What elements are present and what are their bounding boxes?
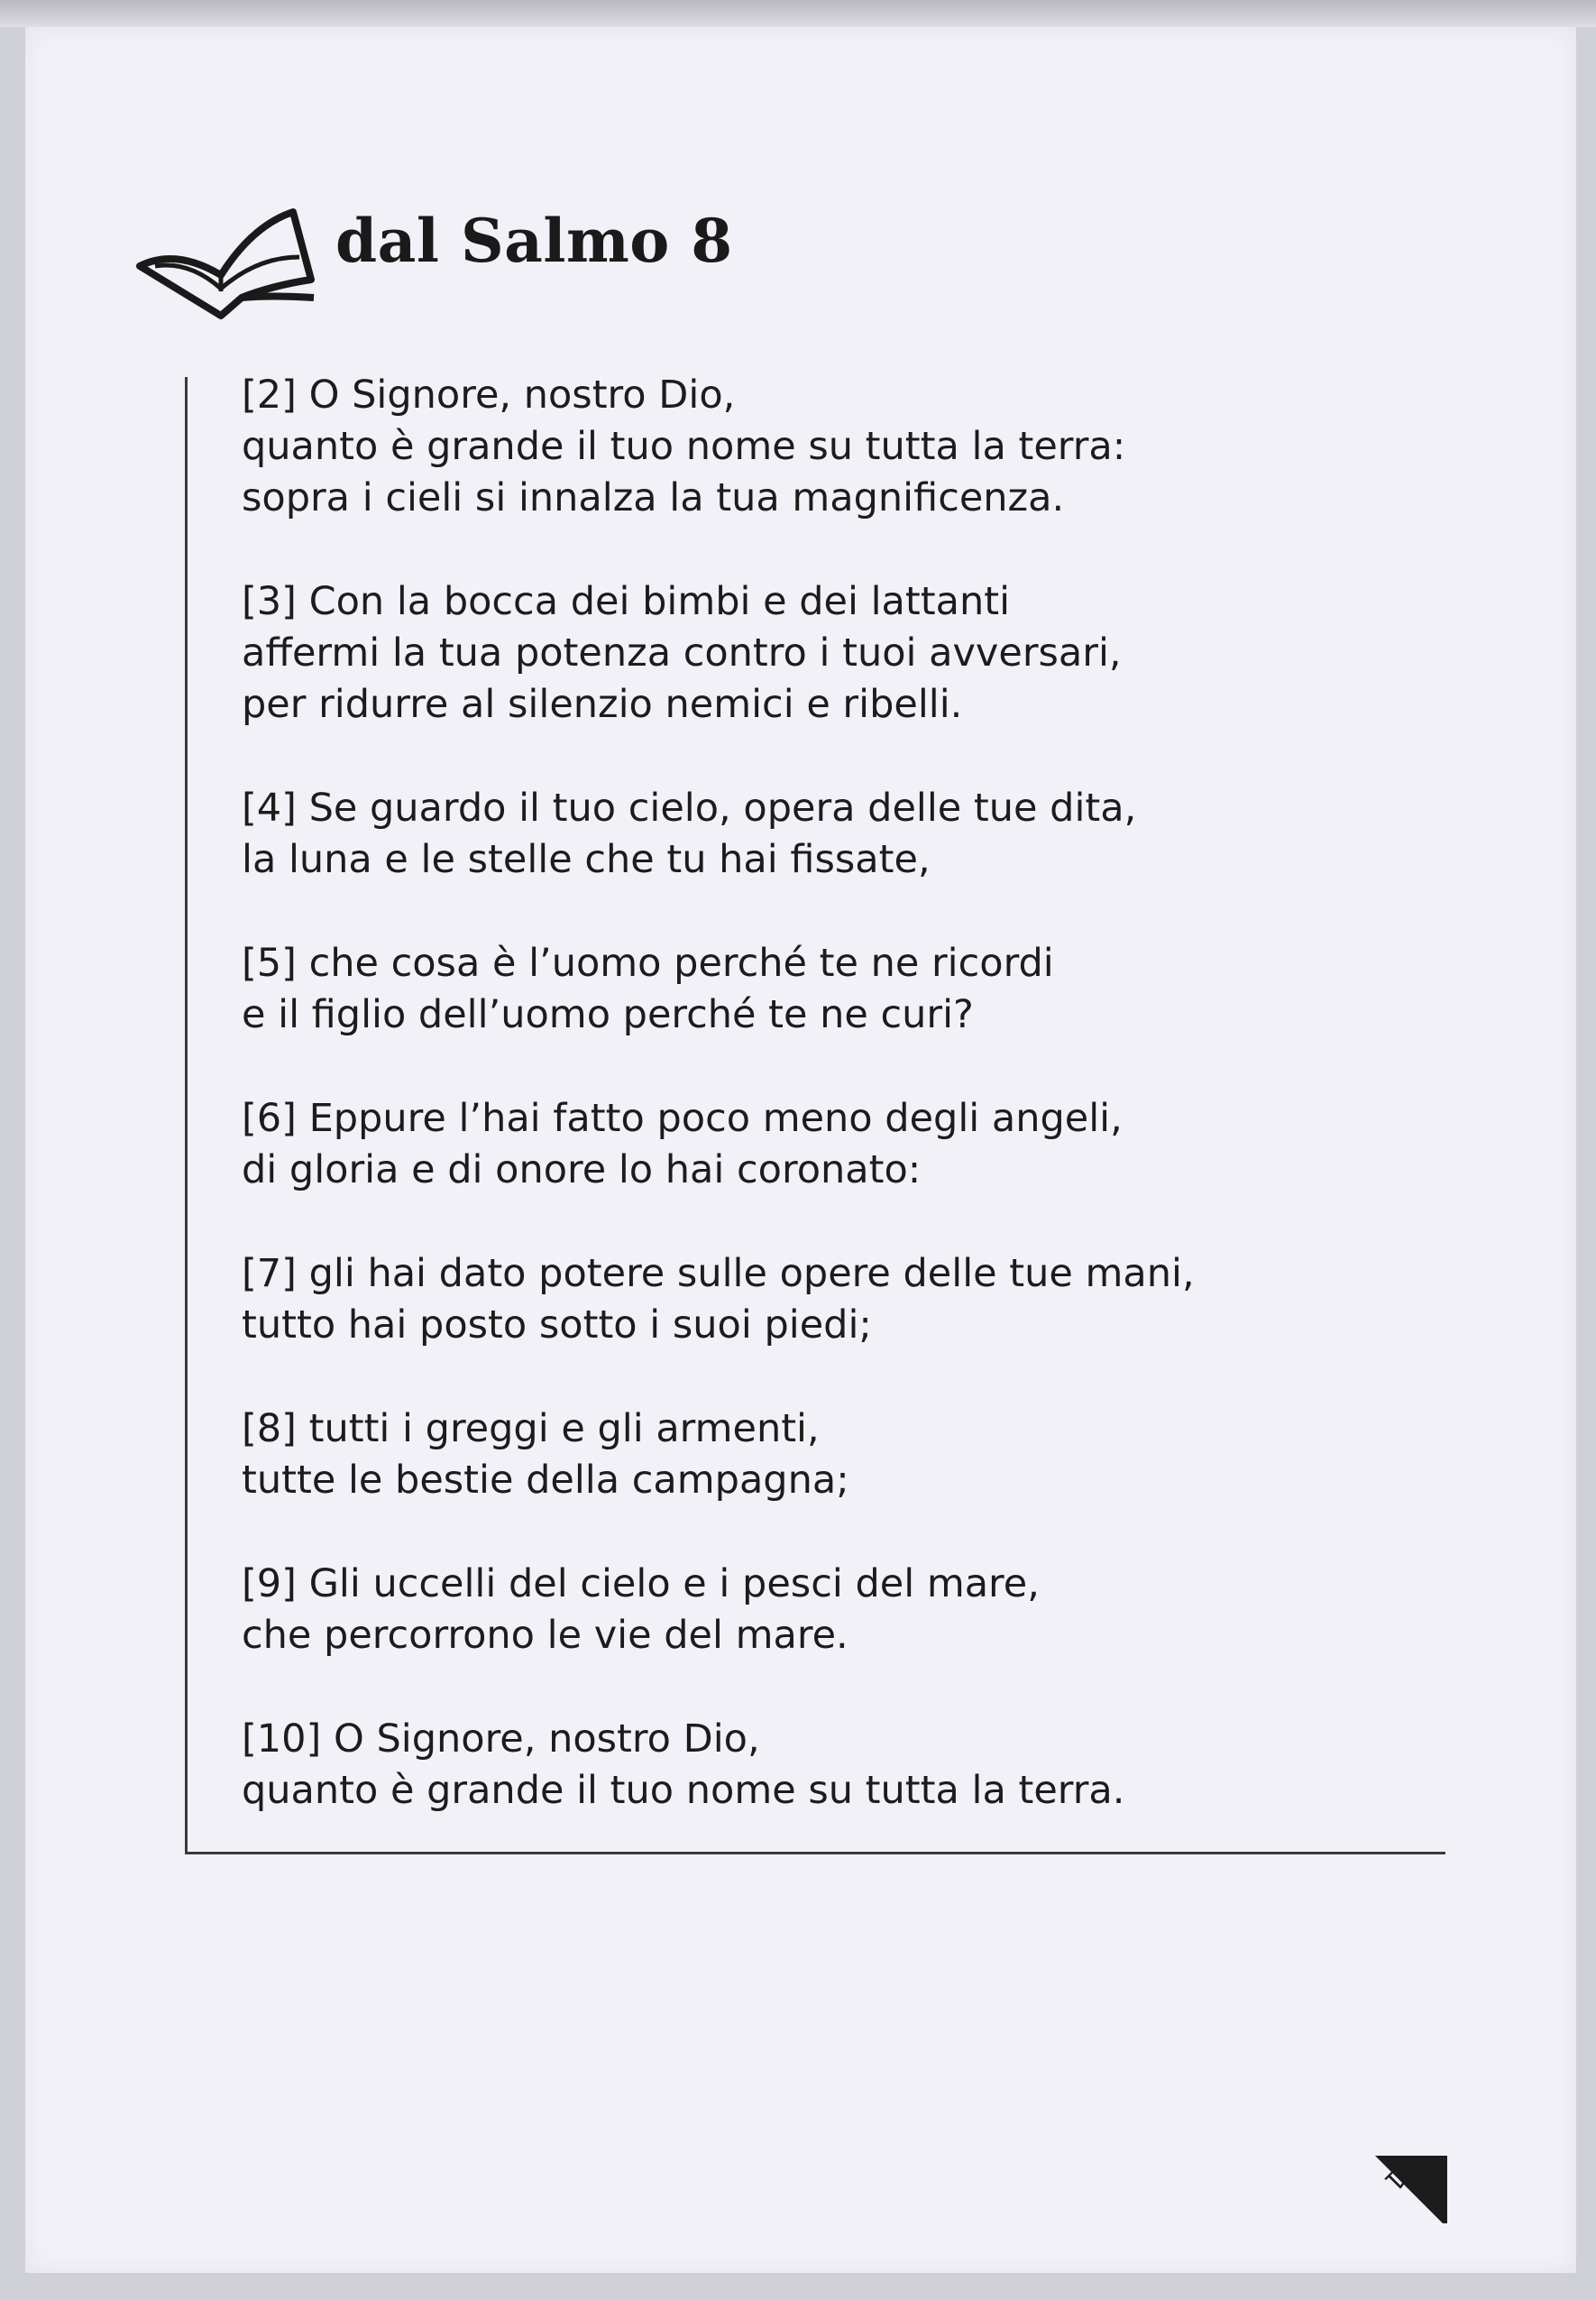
verse-5 bbox=[242, 938, 1414, 1041]
page-title: dal Salmo 8 bbox=[335, 206, 733, 276]
verse-line: la luna e le stelle che tu hai fissate, bbox=[242, 837, 931, 882]
verse-line: quanto è grande il tuo nome su tutta la terra: bbox=[242, 424, 1126, 469]
verse-line: sopra i cieli si innalza la tua magnificenza. bbox=[242, 475, 1065, 520]
verse-text: Eppure l’hai fatto poco meno degli angeli, bbox=[308, 1096, 1123, 1141]
verse-number: [4] bbox=[242, 786, 297, 831]
verse-3 bbox=[242, 576, 1414, 731]
verse-number: [2] bbox=[242, 373, 297, 418]
verse-line: quanto è grande il tuo nome su tutta la terra. bbox=[242, 1768, 1125, 1813]
verse-number: [3] bbox=[242, 579, 297, 624]
verse-number: [10] bbox=[242, 1716, 322, 1762]
verse-4 bbox=[242, 783, 1414, 886]
verse-line bbox=[242, 576, 1414, 628]
verse-text: che cosa è l’uomo perché te ne ricordi bbox=[308, 941, 1054, 986]
verse-number: [8] bbox=[242, 1406, 297, 1451]
verse-line bbox=[242, 370, 1414, 421]
psalm-text bbox=[242, 370, 1414, 1869]
verse-text: gli hai dato potere sulle opere delle tue mani, bbox=[308, 1251, 1195, 1296]
page-number: 91 bbox=[1378, 2153, 1423, 2197]
verse-text: Se guardo il tuo cielo, opera delle tue dita, bbox=[308, 786, 1137, 831]
verse-line bbox=[242, 783, 1414, 834]
verse-line bbox=[242, 938, 1414, 989]
open-book-icon bbox=[135, 185, 316, 320]
verse-line: tutte le bestie della campagna; bbox=[242, 1458, 849, 1503]
verse-number: [7] bbox=[242, 1251, 297, 1296]
verse-line bbox=[242, 1559, 1414, 1610]
verse-7 bbox=[242, 1248, 1414, 1351]
verse-line bbox=[242, 1403, 1414, 1455]
verse-line: e il figlio dell’uomo perché te ne curi? bbox=[242, 992, 974, 1037]
verse-2 bbox=[242, 370, 1414, 524]
verse-10 bbox=[242, 1714, 1414, 1817]
verse-9 bbox=[242, 1559, 1414, 1661]
verse-text: Gli uccelli del cielo e i pesci del mare, bbox=[308, 1561, 1040, 1606]
verse-line bbox=[242, 1093, 1414, 1145]
verse-number: [9] bbox=[242, 1561, 297, 1606]
verse-text: tutti i greggi e gli armenti, bbox=[308, 1406, 820, 1451]
frame-left-rule bbox=[185, 377, 188, 1854]
verse-line: che percorrono le vie del mare. bbox=[242, 1613, 848, 1658]
verse-number: [6] bbox=[242, 1096, 297, 1141]
scan-edge bbox=[0, 0, 1596, 27]
verse-line bbox=[242, 1248, 1414, 1300]
verse-line: tutto hai posto sotto i suoi piedi; bbox=[242, 1302, 872, 1348]
page-corner-triangle-icon bbox=[1375, 2151, 1447, 2223]
verse-text: Con la bocca dei bimbi e dei lattanti bbox=[308, 579, 1011, 624]
verse-number: [5] bbox=[242, 941, 297, 986]
verse-text: O Signore, nostro Dio, bbox=[308, 373, 736, 418]
verse-line: per ridurre al silenzio nemici e ribelli. bbox=[242, 682, 963, 727]
verse-6 bbox=[242, 1093, 1414, 1196]
verse-8 bbox=[242, 1403, 1414, 1506]
verse-line: affermi la tua potenza contro i tuoi avversari, bbox=[242, 630, 1122, 676]
verse-line: di gloria e di onore lo hai coronato: bbox=[242, 1147, 922, 1192]
verse-text: O Signore, nostro Dio, bbox=[333, 1716, 760, 1762]
verse-line bbox=[242, 1714, 1414, 1765]
